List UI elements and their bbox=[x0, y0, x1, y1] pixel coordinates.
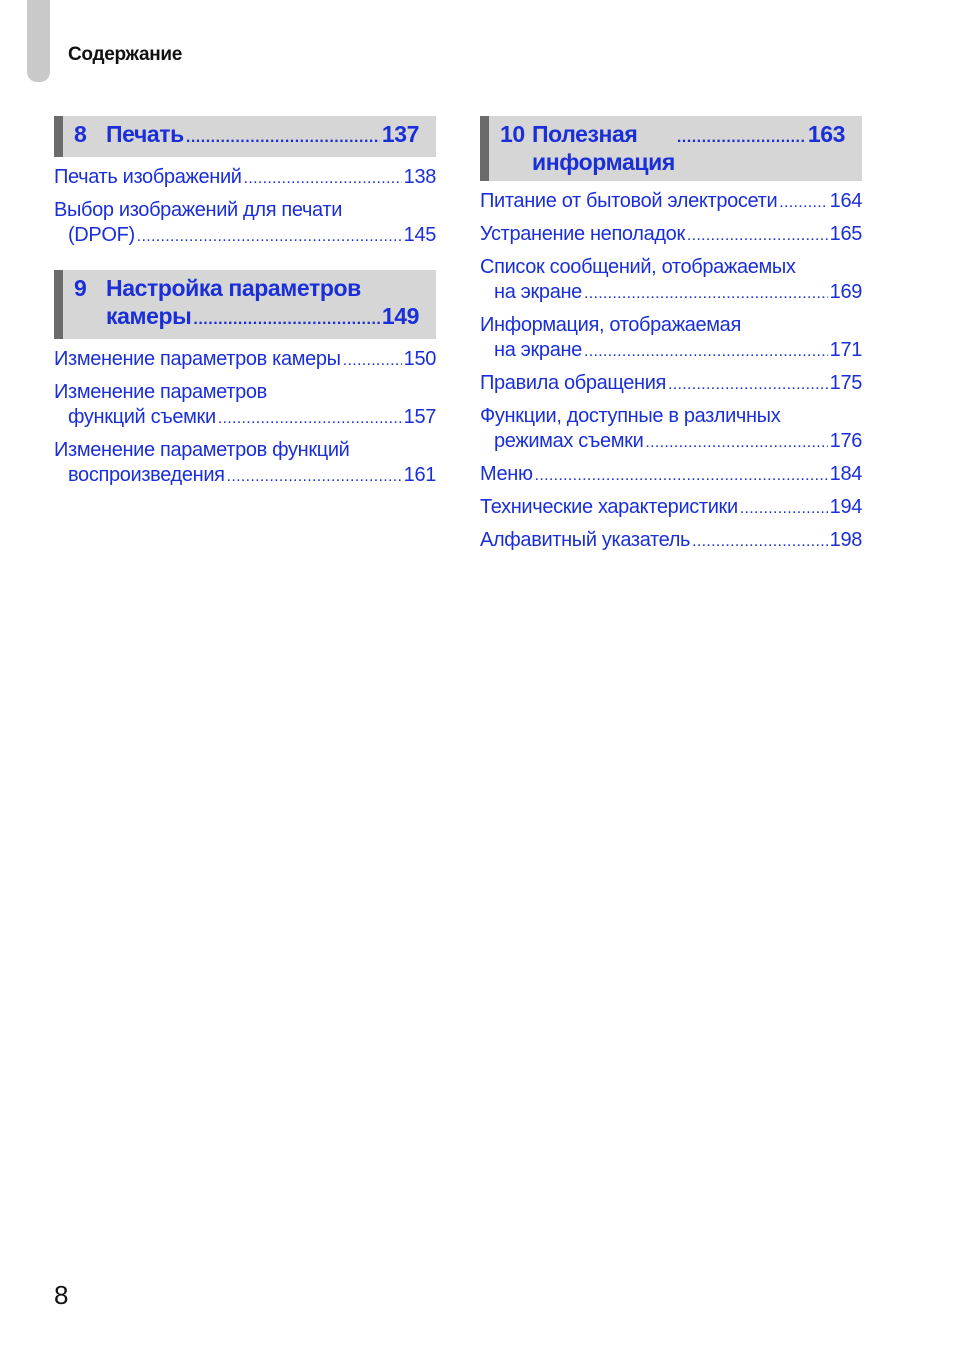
entry-title-cont: на экране bbox=[494, 281, 582, 303]
toc-column-right bbox=[480, 116, 862, 561]
entry-page: 175 bbox=[829, 372, 862, 394]
entry-title: Устранение неполадок bbox=[480, 223, 685, 245]
dot-leader bbox=[668, 372, 828, 397]
chapter-10-heading[interactable] bbox=[480, 116, 862, 181]
entry-page: 169 bbox=[829, 281, 862, 303]
entry-page: 165 bbox=[829, 223, 862, 245]
toc-entry-specifications[interactable] bbox=[480, 495, 862, 521]
toc-entry-menu[interactable] bbox=[480, 462, 862, 488]
entry-page: 198 bbox=[829, 529, 862, 551]
entry-page: 194 bbox=[829, 496, 862, 518]
dot-leader bbox=[193, 306, 379, 334]
entry-page: 145 bbox=[403, 224, 436, 246]
entry-page: 157 bbox=[403, 406, 436, 428]
page-number: 8 bbox=[54, 1280, 69, 1310]
chapter-title-cont: камеры bbox=[106, 303, 192, 329]
chapter-page: 163 bbox=[807, 121, 845, 147]
toc-entry-playback-functions[interactable] bbox=[54, 438, 436, 489]
entry-title: Выбор изображений для печати bbox=[54, 199, 343, 221]
entry-title: Правила обращения bbox=[480, 372, 667, 394]
entry-title-cont: (DPOF) bbox=[68, 224, 135, 246]
dot-leader bbox=[692, 529, 828, 554]
chapter-title: Настройка параметров bbox=[106, 275, 361, 301]
entry-page: 150 bbox=[403, 348, 436, 370]
entry-page: 164 bbox=[829, 190, 862, 212]
dot-leader bbox=[645, 430, 827, 455]
entry-title: Печать изображений bbox=[54, 166, 242, 188]
entry-title: Изменение параметров камеры bbox=[54, 348, 341, 370]
dot-leader bbox=[244, 166, 402, 191]
chapter-title: Полезная информация bbox=[532, 121, 675, 175]
entry-title: Меню bbox=[480, 463, 533, 485]
entry-page: 138 bbox=[403, 166, 436, 188]
entry-page: 176 bbox=[829, 430, 862, 452]
chapter-number: 8 bbox=[74, 121, 87, 147]
entry-title: Функции, доступные в различных bbox=[480, 405, 781, 427]
toc-entry-camera-settings[interactable] bbox=[54, 347, 436, 373]
dot-leader bbox=[687, 223, 828, 248]
toc-entry-dpof[interactable] bbox=[54, 198, 436, 249]
toc-entry-troubleshooting[interactable] bbox=[480, 222, 862, 248]
dot-leader bbox=[137, 224, 402, 249]
entry-title: Список сообщений, отображаемых bbox=[480, 256, 796, 278]
dot-leader bbox=[584, 339, 828, 364]
dot-leader bbox=[677, 124, 806, 152]
toc-entry-handling[interactable] bbox=[480, 371, 862, 397]
toc-entry-index[interactable] bbox=[480, 528, 862, 554]
toc-entry-display-info[interactable] bbox=[480, 313, 862, 364]
chapter-page: 137 bbox=[381, 121, 419, 147]
chapter-number: 9 bbox=[74, 275, 87, 301]
entry-title: Информация, отображаемая bbox=[480, 314, 741, 336]
dot-leader bbox=[343, 348, 402, 373]
entry-title-cont: функций съемки bbox=[68, 406, 216, 428]
entry-title-cont: воспроизведения bbox=[68, 464, 225, 486]
dot-leader bbox=[740, 496, 828, 521]
chapter-number: 10 bbox=[500, 121, 525, 147]
dot-leader bbox=[186, 124, 380, 152]
dot-leader bbox=[535, 463, 828, 488]
entry-page: 184 bbox=[829, 463, 862, 485]
side-tab-marker bbox=[27, 0, 50, 82]
entry-page: 171 bbox=[829, 339, 862, 361]
dot-leader bbox=[227, 464, 402, 489]
entry-title: Изменение параметров функций bbox=[54, 439, 350, 461]
running-head: Содержание bbox=[68, 44, 183, 65]
chapter-page: 149 bbox=[381, 303, 419, 329]
chapter-8-heading[interactable] bbox=[54, 116, 436, 157]
entry-title-cont: на экране bbox=[494, 339, 582, 361]
dot-leader bbox=[779, 190, 827, 215]
dot-leader bbox=[584, 281, 828, 306]
entry-title-cont: режимах съемки bbox=[494, 430, 644, 452]
toc-entry-shooting-functions[interactable] bbox=[54, 380, 436, 431]
dot-leader bbox=[218, 406, 402, 431]
entry-title: Питание от бытовой электросети bbox=[480, 190, 778, 212]
chapter-9-heading[interactable] bbox=[54, 270, 436, 339]
toc-entry-functions-by-mode[interactable] bbox=[480, 404, 862, 455]
toc-entry-print-images[interactable] bbox=[54, 165, 436, 191]
entry-title: Технические характеристики bbox=[480, 496, 738, 518]
entry-title: Изменение параметров bbox=[54, 381, 267, 403]
toc-entry-ac-power[interactable] bbox=[480, 189, 862, 215]
entry-title: Алфавитный указатель bbox=[480, 529, 691, 551]
toc-entry-messages[interactable] bbox=[480, 255, 862, 306]
toc-column-left bbox=[54, 116, 436, 496]
chapter-title: Печать bbox=[106, 121, 184, 147]
entry-page: 161 bbox=[403, 464, 436, 486]
